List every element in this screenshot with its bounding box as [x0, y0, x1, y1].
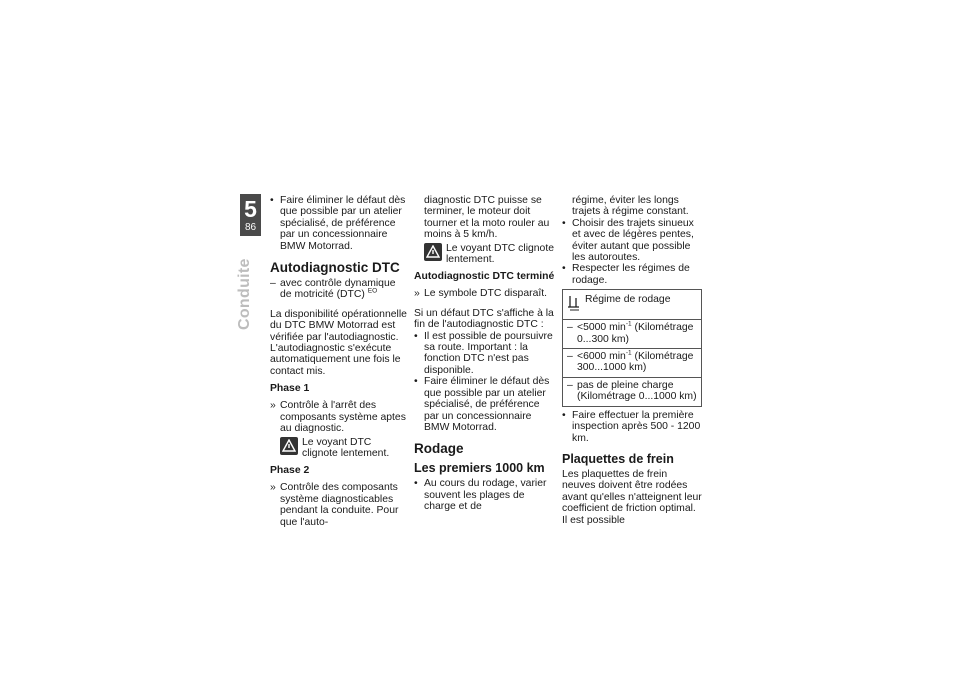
engine-speed-icon — [567, 294, 581, 312]
dtc-warning-icon — [280, 437, 298, 455]
indicator-text: Le voyant DTC clignote lentement. — [446, 242, 555, 266]
break-in-table — [562, 289, 702, 406]
indicator-note — [414, 243, 555, 266]
table-row: – pas de pleine charge (Kilométrage 0...1000 km) — [563, 378, 701, 406]
table-row: – <6000 $\min^{-1}$ (Kilométrage 300...1000 km) — [563, 349, 701, 378]
bullet-item: • Faire éliminer le défaut dès que possible par un atelier spécialisé, de préférence par un concessionnaire BMW Motorrad. — [270, 195, 408, 252]
option-code: EO — [367, 287, 378, 295]
dtc-warning-icon — [424, 243, 442, 261]
bullet-item: • Respecter les régimes de rodage. — [562, 263, 702, 286]
bullet-item: • Au cours du rodage, varier souvent les plages de charge et de — [414, 478, 555, 512]
continued-text: diagnostic DTC puisse se terminer, le moteur doit tourner et la moto rouler au moins à 5 km/h. — [424, 195, 550, 241]
column-3 — [562, 195, 702, 526]
bullet-item: • Choisir des trajets sinueux et avec de légères pentes, éviter autant que possible les autoroutes. — [562, 218, 702, 264]
continued-text: régime, éviter les longs trajets à régime constant. — [572, 195, 689, 218]
brake-pads-heading: Plaquettes de frein — [562, 451, 674, 466]
paragraph: Si un défaut DTC s'affiche à la fin de l'autodiagnostic DTC : — [414, 307, 554, 331]
column-1 — [270, 195, 408, 528]
paragraph: Les plaquettes de frein neuves doivent être rodées avant qu'elles n'atteignent leur coefficient de friction optimal. Il est possible — [562, 468, 702, 526]
subheading-first-1000km: Les premiers 1000 km — [414, 461, 545, 476]
phase-1-heading: Phase 1 — [270, 383, 310, 395]
step-item: » Le symbole DTC disparaît. — [414, 288, 555, 299]
autodiagnostic-finished-heading: Autodiagnostic DTC terminé — [414, 271, 555, 283]
bullet-item: • Faire effectuer la première inspection après 500 - 1200 km. — [562, 410, 702, 444]
step-item: » Contrôle à l'arrêt des composants système aptes au diagnostic. — [270, 400, 408, 434]
table-header-label: Régime de rodage — [585, 294, 671, 306]
section-heading-rodage: Rodage — [414, 441, 464, 457]
paragraph: La disponibilité opérationnelle du DTC BMW Motorrad est vérifiée par l'autodiagnostic. L'autodiagnostic s'exécute automatiquement une fois le contact mis. — [270, 308, 407, 377]
page-number: 86 — [244, 222, 257, 233]
section-heading-autodiagnostic: Autodiagnostic DTC — [270, 260, 400, 276]
dash-item: – avec contrôle dynamique de motricité (DTC) $^{EO}$ — [270, 278, 408, 301]
step-item: » Contrôle des composants système diagnosticables pendant la conduite. Pour que l'auto- — [270, 482, 408, 528]
indicator-note — [270, 437, 408, 460]
bullet-item: • Faire éliminer le défaut dès que possible par un atelier spécialisé, de préférence par un concessionnaire BMW Motorrad. — [414, 376, 555, 433]
phase-2-heading: Phase 2 — [270, 465, 310, 477]
table-row: – <5000 $\min^{-1}$ (Kilométrage 0...300 km) — [563, 320, 701, 349]
column-2 — [414, 195, 555, 513]
chapter-number: 5 — [244, 196, 257, 222]
indicator-text: Le voyant DTC clignote lentement. — [302, 436, 390, 459]
table-header — [563, 290, 701, 320]
bullet-item: • Il est possible de poursuivre sa route. Important : la fonction DTC n'est pas disponible. — [414, 331, 555, 377]
chapter-title: Conduite — [236, 258, 253, 330]
